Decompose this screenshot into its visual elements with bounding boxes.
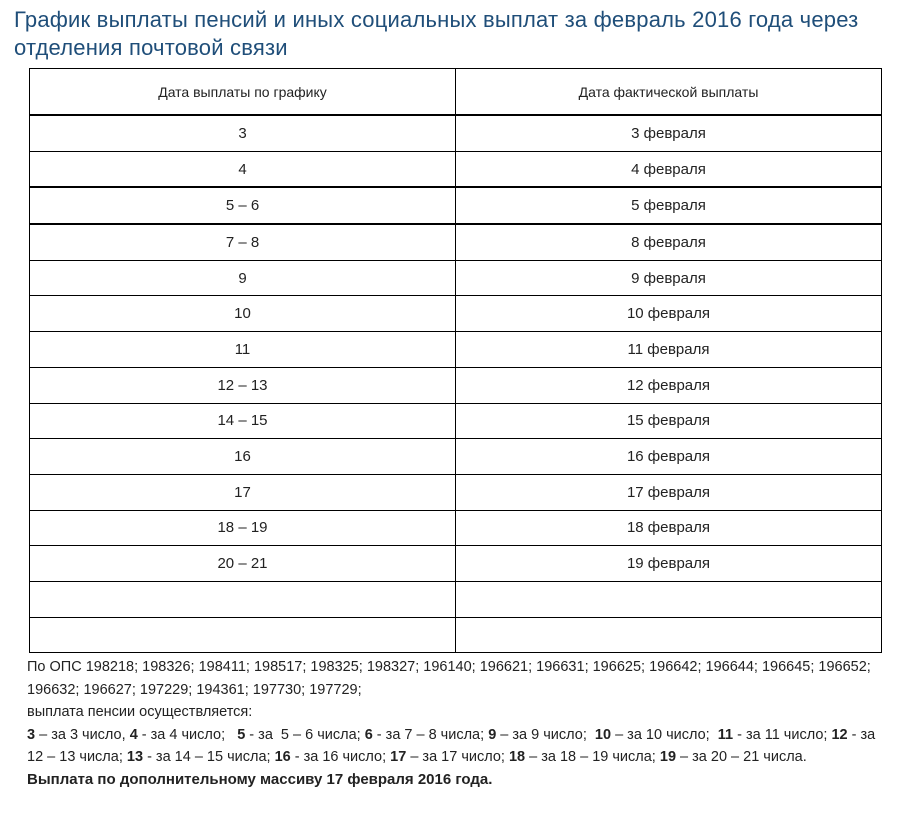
actual-date-cell: 19 февраля <box>456 546 882 582</box>
notes <box>27 656 887 791</box>
table-row <box>30 260 882 296</box>
actual-date-cell: 16 февраля <box>456 439 882 475</box>
note-item-number: 9 <box>488 726 497 743</box>
note-item-text: – за 3 число, <box>35 726 130 743</box>
table-row <box>30 546 882 582</box>
note-item-number: 16 <box>274 749 291 765</box>
scheduled-date-cell: 5 – 6 <box>30 187 456 224</box>
table-row <box>30 403 882 439</box>
table-row <box>30 581 882 617</box>
note-item-number: 3 <box>27 726 36 743</box>
scheduled-date-cell: 12 – 13 <box>30 367 456 403</box>
actual-date-cell: 9 февраля <box>456 260 882 296</box>
notes-line2: выплата пенсии осуществляется: <box>27 704 253 720</box>
scheduled-date-cell: 17 <box>30 474 456 510</box>
note-item-text: - за 11 число; <box>733 726 832 743</box>
table-row <box>30 439 882 475</box>
scheduled-date-cell <box>30 617 456 653</box>
actual-date-cell: 11 февраля <box>456 332 882 368</box>
scheduled-date-cell: 3 <box>30 115 456 151</box>
scheduled-date-cell <box>30 581 456 617</box>
note-item-number: 5 <box>237 726 246 743</box>
note-item-text: - за 12 – 13 числа; <box>27 726 880 765</box>
scheduled-date-cell: 20 – 21 <box>30 546 456 582</box>
note-item-text: – за 17 число; <box>406 749 509 765</box>
scheduled-date-cell: 14 – 15 <box>30 403 456 439</box>
table-row <box>30 332 882 368</box>
actual-date-cell: 10 февраля <box>456 296 882 332</box>
actual-date-cell: 15 февраля <box>456 403 882 439</box>
payment-schedule-table <box>29 68 882 653</box>
scheduled-date-cell: 4 <box>30 151 456 187</box>
note-item-number: 6 <box>364 726 373 743</box>
table-row <box>30 367 882 403</box>
note-item-number: 11 <box>717 726 734 743</box>
scheduled-date-cell: 9 <box>30 260 456 296</box>
note-item-number: 17 <box>390 749 407 765</box>
table-row <box>30 187 882 224</box>
note-item-number: 13 <box>126 749 144 765</box>
notes-intro: По ОПС 198218; 198326; 198411; 198517; 198325; 198327; 196140; 196621; 196631; 196625; 196642; 196644; 196645; 196652; 196632; 196627; 197229; 194361; 197730; 197729; <box>27 659 871 698</box>
note-item-text: - за 5 – 6 числа; <box>245 726 365 743</box>
actual-date-cell: 18 февраля <box>456 510 882 546</box>
actual-date-cell: 17 февраля <box>456 474 882 510</box>
table-row <box>30 510 882 546</box>
actual-date-cell <box>456 617 882 653</box>
table-row <box>30 296 882 332</box>
table-row <box>30 617 882 653</box>
table-header-row <box>30 69 882 116</box>
note-item-number: 18 <box>508 749 526 765</box>
header-scheduled-date: Дата выплаты по графику <box>30 69 456 116</box>
actual-date-cell: 4 февраля <box>456 151 882 187</box>
note-item-number: 19 <box>659 749 677 765</box>
notes-items <box>27 724 887 769</box>
scheduled-date-cell: 18 – 19 <box>30 510 456 546</box>
table-row <box>30 224 882 260</box>
note-item-text: - за 14 – 15 числа; <box>143 749 275 765</box>
actual-date-cell: 5 февраля <box>456 187 882 224</box>
actual-date-cell: 3 февраля <box>456 115 882 151</box>
note-item-text: – за 10 число; <box>611 726 718 743</box>
note-item-number: 12 <box>831 726 848 743</box>
note-item-text: - за 16 число; <box>290 749 391 765</box>
note-item-number: 10 <box>594 726 612 743</box>
page-title: График выплаты пенсий и иных социальных выплат за февраль 2016 года через отделения почтовой связи <box>14 7 859 60</box>
note-item-text: – за 20 – 21 числа. <box>676 749 807 765</box>
note-item-number: 4 <box>129 726 138 743</box>
notes-final: Выплата по дополнительному массиву 17 февраля 2016 года. <box>27 770 493 788</box>
scheduled-date-cell: 7 – 8 <box>30 224 456 260</box>
header-actual-date: Дата фактической выплаты <box>456 69 882 116</box>
note-item-text: - за 4 число; <box>137 726 238 743</box>
note-item-text: – за 18 – 19 числа; <box>525 749 660 765</box>
scheduled-date-cell: 16 <box>30 439 456 475</box>
actual-date-cell <box>456 581 882 617</box>
actual-date-cell: 8 февраля <box>456 224 882 260</box>
table-row <box>30 474 882 510</box>
note-item-text: – за 9 число; <box>496 726 595 743</box>
table-row <box>30 151 882 187</box>
note-item-text: - за 7 – 8 числа; <box>372 726 489 743</box>
scheduled-date-cell: 11 <box>30 332 456 368</box>
scheduled-date-cell: 10 <box>30 296 456 332</box>
actual-date-cell: 12 февраля <box>456 367 882 403</box>
table-row <box>30 115 882 151</box>
